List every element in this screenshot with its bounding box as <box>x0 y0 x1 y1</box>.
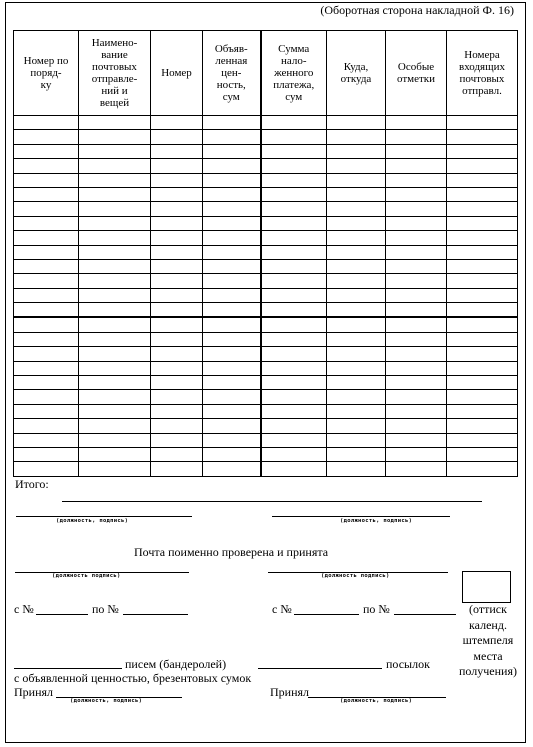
table-row <box>14 303 518 318</box>
stamp-box <box>462 571 511 603</box>
table-cell <box>327 332 386 346</box>
table-cell <box>203 303 261 318</box>
table-cell <box>203 404 261 418</box>
range-left-from: с № <box>14 602 34 616</box>
accepted-right-label: Принял <box>270 685 310 699</box>
table-cell <box>79 419 151 433</box>
table-cell <box>327 462 386 476</box>
letters-label: писем (бандеролей) <box>125 657 227 671</box>
table-cell <box>14 303 79 318</box>
table-cell <box>447 433 518 447</box>
table-cell <box>203 433 261 447</box>
range-left-to: по № <box>92 602 119 616</box>
table-cell <box>447 303 518 318</box>
table-cell <box>14 462 79 476</box>
signature-line-right-1 <box>272 516 450 517</box>
table-cell <box>151 404 203 418</box>
table-cell <box>14 130 79 144</box>
table-cell <box>14 116 79 130</box>
table-cell <box>203 447 261 461</box>
total-label: Итого: <box>15 477 49 491</box>
table-cell <box>151 159 203 173</box>
table-cell <box>203 245 261 259</box>
table-cell <box>79 116 151 130</box>
table-cell <box>151 347 203 361</box>
table-cell <box>261 259 327 273</box>
table-cell <box>151 173 203 187</box>
table-cell <box>447 390 518 404</box>
table-cell <box>447 216 518 230</box>
header-incoming-numbers: Номера входящих почтовых отправл. <box>447 31 518 116</box>
table-cell <box>79 376 151 390</box>
table-cell <box>386 361 447 375</box>
range-left-to-line <box>123 614 188 615</box>
table-cell <box>447 288 518 302</box>
table-cell <box>261 390 327 404</box>
table-cell <box>14 317 79 332</box>
table-cell <box>203 187 261 201</box>
table-cell <box>386 390 447 404</box>
table-cell <box>203 361 261 375</box>
table-cell <box>151 376 203 390</box>
table-cell <box>14 259 79 273</box>
table-cell <box>447 361 518 375</box>
table-cell <box>203 159 261 173</box>
table-cell <box>203 390 261 404</box>
table-row <box>14 130 518 144</box>
table-cell <box>447 159 518 173</box>
table-cell <box>386 130 447 144</box>
table-cell <box>261 216 327 230</box>
table-row <box>14 390 518 404</box>
table-cell <box>386 274 447 288</box>
table-row <box>14 187 518 201</box>
table-cell <box>79 231 151 245</box>
table-cell <box>79 303 151 318</box>
table-cell <box>14 390 79 404</box>
form-reference-note: (Оборотная сторона накладной Ф. 16) <box>320 3 514 17</box>
table-cell <box>151 216 203 230</box>
table-cell <box>79 390 151 404</box>
header-cod-amount: Сумма нало- женного платежа, сум <box>261 31 327 116</box>
table-cell <box>386 404 447 418</box>
signature-line-left-1 <box>16 516 192 517</box>
table-row <box>14 419 518 433</box>
table-cell <box>386 187 447 201</box>
table-row <box>14 462 518 476</box>
header-serial-number: Номер по поряд- ку <box>14 31 79 116</box>
table-cell <box>386 462 447 476</box>
table-cell <box>447 245 518 259</box>
table-row <box>14 317 518 332</box>
table-cell <box>327 216 386 230</box>
table-cell <box>203 130 261 144</box>
table-cell <box>386 231 447 245</box>
table-cell <box>14 202 79 216</box>
table-cell <box>261 433 327 447</box>
table-cell <box>79 173 151 187</box>
table-cell <box>79 202 151 216</box>
table-cell <box>14 173 79 187</box>
table-header-row <box>14 31 518 116</box>
table-cell <box>327 288 386 302</box>
table-cell <box>203 274 261 288</box>
table-cell <box>151 303 203 318</box>
table-cell <box>203 144 261 158</box>
table-cell <box>151 245 203 259</box>
table-cell <box>447 376 518 390</box>
table-cell <box>151 274 203 288</box>
table-cell <box>327 159 386 173</box>
stamp-note: (оттиск календ. штемпеля места получения) <box>459 602 517 678</box>
table-cell <box>203 317 261 332</box>
table-cell <box>203 376 261 390</box>
table-cell <box>261 332 327 346</box>
caption-right-3: (должность, подпись) <box>340 698 413 704</box>
consignment-table <box>13 30 518 477</box>
table-cell <box>79 347 151 361</box>
table-cell <box>261 159 327 173</box>
table-cell <box>261 116 327 130</box>
table-cell <box>203 347 261 361</box>
table-cell <box>79 288 151 302</box>
table-row <box>14 361 518 375</box>
table-row <box>14 404 518 418</box>
table-cell <box>386 332 447 346</box>
table-cell <box>327 259 386 273</box>
range-right-to-line <box>394 614 456 615</box>
range-left-from-line <box>36 614 88 615</box>
table-cell <box>151 447 203 461</box>
table-cell <box>79 433 151 447</box>
table-cell <box>386 347 447 361</box>
table-cell <box>261 202 327 216</box>
table-cell <box>79 144 151 158</box>
table-cell <box>327 231 386 245</box>
table-cell <box>261 187 327 201</box>
table-cell <box>327 447 386 461</box>
table-cell <box>151 116 203 130</box>
table-cell <box>151 462 203 476</box>
table-cell <box>79 274 151 288</box>
header-item-name: Наимено- вание почтовых отправле- ний и вещей <box>79 31 151 116</box>
table-cell <box>327 404 386 418</box>
table-cell <box>79 130 151 144</box>
table-cell <box>327 274 386 288</box>
table-cell <box>79 259 151 273</box>
range-right-from-line <box>294 614 359 615</box>
table-cell <box>386 202 447 216</box>
table-cell <box>327 187 386 201</box>
table-cell <box>261 462 327 476</box>
table-cell <box>261 404 327 418</box>
header-destination: Куда, откуда <box>327 31 386 116</box>
table-cell <box>151 361 203 375</box>
table-cell <box>261 274 327 288</box>
table-cell <box>261 130 327 144</box>
table-cell <box>14 404 79 418</box>
table-cell <box>327 361 386 375</box>
table-row <box>14 245 518 259</box>
table-cell <box>151 390 203 404</box>
total-line <box>62 501 482 502</box>
table-row <box>14 216 518 230</box>
table-row <box>14 116 518 130</box>
table-row <box>14 159 518 173</box>
table-cell <box>151 419 203 433</box>
checked-statement: Почта поименно проверена и принята <box>134 545 329 559</box>
table-cell <box>79 404 151 418</box>
table-row <box>14 231 518 245</box>
table-cell <box>14 187 79 201</box>
table-cell <box>327 347 386 361</box>
table-cell <box>386 144 447 158</box>
table-cell <box>447 447 518 461</box>
table-cell <box>203 116 261 130</box>
table-cell <box>447 274 518 288</box>
table-row <box>14 274 518 288</box>
table-cell <box>447 332 518 346</box>
table-cell <box>261 317 327 332</box>
table-cell <box>14 419 79 433</box>
table-cell <box>386 216 447 230</box>
table-cell <box>327 433 386 447</box>
table-cell <box>14 144 79 158</box>
table-cell <box>203 462 261 476</box>
range-right-from: с № <box>272 602 292 616</box>
table-cell <box>261 361 327 375</box>
table-row <box>14 433 518 447</box>
table-cell <box>386 376 447 390</box>
table-row <box>14 202 518 216</box>
table-cell <box>327 173 386 187</box>
table-cell <box>203 332 261 346</box>
table-cell <box>447 259 518 273</box>
table-cell <box>203 231 261 245</box>
table-cell <box>14 361 79 375</box>
table-cell <box>261 303 327 318</box>
table-cell <box>151 332 203 346</box>
table-cell <box>327 303 386 318</box>
table-cell <box>447 317 518 332</box>
table-cell <box>261 447 327 461</box>
table-cell <box>151 202 203 216</box>
table-cell <box>14 288 79 302</box>
table-cell <box>386 303 447 318</box>
table-row <box>14 376 518 390</box>
header-number: Номер <box>151 31 203 116</box>
caption-right-2: (должность подпись) <box>321 573 390 579</box>
table-cell <box>386 173 447 187</box>
table-cell <box>151 259 203 273</box>
table-cell <box>151 317 203 332</box>
table-cell <box>79 216 151 230</box>
table-row <box>14 259 518 273</box>
table-cell <box>79 332 151 346</box>
table-cell <box>261 419 327 433</box>
table-cell <box>327 317 386 332</box>
table-cell <box>203 259 261 273</box>
table-cell <box>79 462 151 476</box>
caption-left-1: (должность, подпись) <box>56 518 129 524</box>
table-cell <box>14 245 79 259</box>
table-cell <box>79 245 151 259</box>
table-cell <box>203 288 261 302</box>
table-cell <box>14 332 79 346</box>
table-cell <box>327 130 386 144</box>
table-cell <box>447 462 518 476</box>
table-cell <box>14 274 79 288</box>
table-cell <box>327 245 386 259</box>
parcels-count-line <box>258 668 382 669</box>
table-row <box>14 288 518 302</box>
table-cell <box>203 202 261 216</box>
table-cell <box>14 376 79 390</box>
table-cell <box>151 187 203 201</box>
table-row <box>14 332 518 346</box>
table-cell <box>14 216 79 230</box>
table-cell <box>79 317 151 332</box>
table-cell <box>203 419 261 433</box>
table-cell <box>261 245 327 259</box>
table-cell <box>386 419 447 433</box>
table-cell <box>447 173 518 187</box>
table-cell <box>261 144 327 158</box>
table-cell <box>79 187 151 201</box>
table-cell <box>14 433 79 447</box>
table-cell <box>151 144 203 158</box>
table-cell <box>386 447 447 461</box>
table-cell <box>447 347 518 361</box>
table-cell <box>447 144 518 158</box>
table-cell <box>79 159 151 173</box>
caption-right-1: (должность, подпись) <box>340 518 413 524</box>
table-cell <box>447 202 518 216</box>
table-cell <box>327 376 386 390</box>
accepted-left-label: Принял <box>14 685 54 699</box>
table-cell <box>203 173 261 187</box>
table-cell <box>327 144 386 158</box>
caption-left-2: (должность подпись) <box>52 573 121 579</box>
table-cell <box>386 245 447 259</box>
table-cell <box>261 347 327 361</box>
table-row <box>14 144 518 158</box>
table-cell <box>386 116 447 130</box>
table-cell <box>261 173 327 187</box>
table-cell <box>79 361 151 375</box>
table-cell <box>151 231 203 245</box>
parcels-label: посылок <box>386 657 430 671</box>
table-cell <box>151 288 203 302</box>
table-cell <box>14 347 79 361</box>
table-cell <box>386 317 447 332</box>
table-cell <box>14 231 79 245</box>
table-cell <box>447 404 518 418</box>
letters-count-line <box>14 668 122 669</box>
range-right-to: по № <box>363 602 390 616</box>
table-cell <box>203 216 261 230</box>
table-cell <box>79 447 151 461</box>
table-cell <box>14 447 79 461</box>
table-cell <box>261 376 327 390</box>
table-cell <box>327 202 386 216</box>
declared-value-line: с объявленной ценностью, брезентовых сумок <box>14 671 252 685</box>
table-cell <box>151 433 203 447</box>
table-cell <box>151 130 203 144</box>
table-row <box>14 447 518 461</box>
table-cell <box>386 259 447 273</box>
table-cell <box>386 159 447 173</box>
table-cell <box>386 288 447 302</box>
table-cell <box>327 419 386 433</box>
table-cell <box>327 390 386 404</box>
table-row <box>14 173 518 187</box>
header-special-notes: Особые отметки <box>386 31 447 116</box>
table-cell <box>14 159 79 173</box>
caption-left-3: (должность, подпись) <box>70 698 143 704</box>
table-cell <box>447 187 518 201</box>
table-cell <box>447 419 518 433</box>
table-row <box>14 347 518 361</box>
table-cell <box>447 116 518 130</box>
table-cell <box>447 130 518 144</box>
table-cell <box>261 231 327 245</box>
table-cell <box>447 231 518 245</box>
header-declared-value: Объяв- ленная цен- ность, сум <box>203 31 261 116</box>
table-cell <box>386 433 447 447</box>
table-cell <box>261 288 327 302</box>
table-cell <box>327 116 386 130</box>
